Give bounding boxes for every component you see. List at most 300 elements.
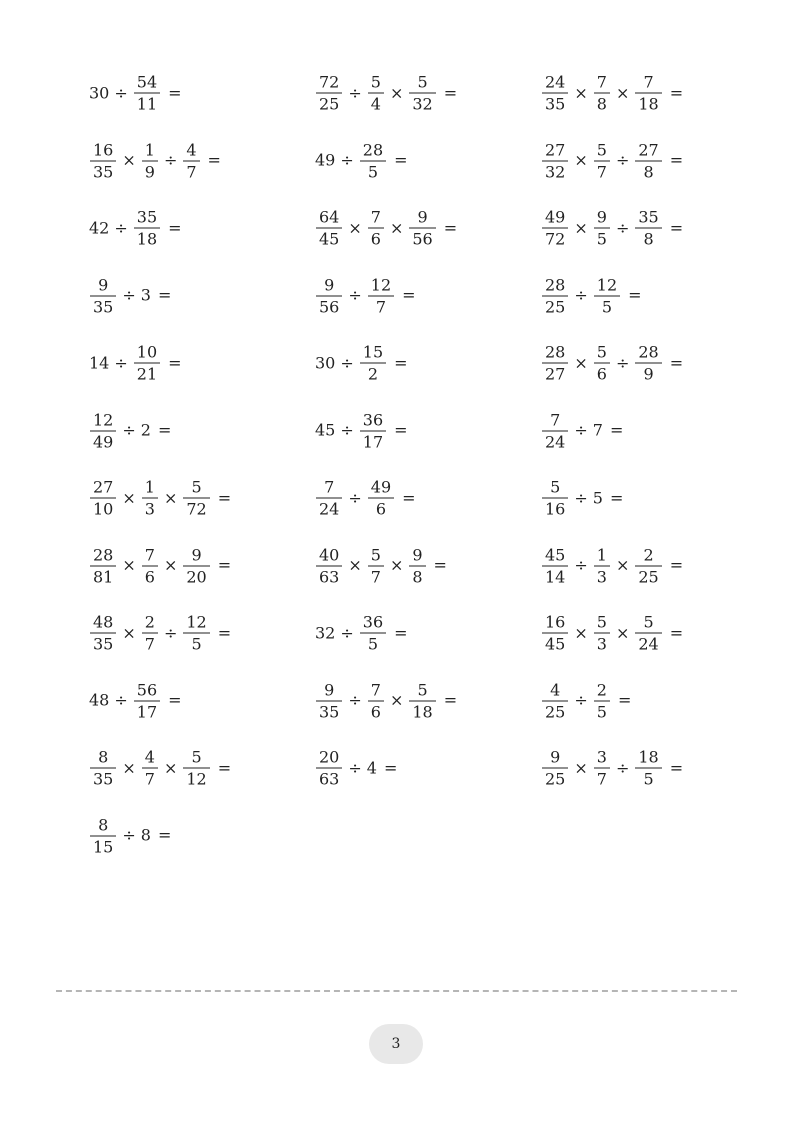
numerator: 72 [319, 72, 340, 92]
denominator: 8 [643, 162, 654, 181]
fraction-bar [635, 363, 661, 364]
equals-sign: = [669, 353, 684, 372]
fraction [134, 209, 160, 248]
equals-sign: = [217, 488, 232, 507]
problem [88, 411, 171, 450]
equals-sign: = [669, 150, 684, 170]
problem [540, 614, 683, 653]
denominator: 25 [545, 297, 566, 316]
operator: ÷ [340, 420, 354, 440]
denominator: 35 [545, 94, 566, 114]
whole-number: 45 [315, 420, 336, 440]
fraction [368, 479, 394, 518]
fraction [90, 614, 116, 653]
problem [88, 74, 182, 113]
fraction-bar [635, 633, 661, 634]
fraction [360, 141, 386, 180]
problem [88, 141, 221, 180]
fraction-bar [90, 768, 116, 769]
denominator: 14 [545, 567, 566, 586]
numerator: 5 [417, 72, 428, 92]
denominator: 6 [375, 499, 387, 519]
fraction-bar [594, 295, 620, 296]
numerator: 54 [136, 72, 158, 92]
equals-sign: = [168, 690, 182, 710]
problem [88, 479, 231, 518]
equals-sign: = [157, 285, 172, 305]
problem [314, 344, 408, 383]
operator: ÷ [615, 150, 630, 170]
denominator: 45 [545, 634, 566, 654]
fraction-bar [542, 700, 568, 701]
numerator: 8 [98, 747, 109, 767]
fraction [142, 141, 158, 180]
denominator: 11 [136, 94, 158, 114]
numerator: 28 [93, 545, 114, 564]
fraction-bar [409, 93, 435, 94]
denominator: 18 [638, 94, 659, 114]
equals-sign: = [443, 218, 458, 237]
denominator: 8 [643, 229, 654, 249]
fraction [542, 141, 568, 180]
fraction-bar [542, 160, 568, 161]
fraction-bar [316, 768, 342, 769]
operator: × [122, 555, 136, 575]
operator: ÷ [348, 83, 362, 102]
fraction [594, 276, 620, 315]
equals-sign: = [617, 690, 632, 710]
fraction [542, 344, 568, 383]
denominator: 81 [93, 567, 114, 586]
operator: × [122, 623, 136, 642]
denominator: 25 [545, 769, 566, 789]
operator: × [122, 758, 136, 777]
fraction-bar [542, 768, 568, 769]
fraction-bar [134, 700, 160, 701]
denominator: 8 [412, 567, 423, 586]
numerator: 36 [362, 612, 384, 632]
equals-sign: = [217, 623, 232, 642]
numerator: 9 [324, 680, 335, 699]
operator: ÷ [348, 285, 362, 305]
denominator: 3 [596, 567, 607, 586]
fraction-bar [368, 228, 384, 229]
fraction-bar [142, 768, 158, 769]
fraction [409, 209, 435, 248]
problem [540, 749, 683, 788]
numerator: 9 [417, 207, 428, 227]
fraction [594, 74, 610, 113]
problem [314, 546, 447, 585]
fraction-bar [360, 160, 386, 161]
problem [540, 546, 683, 585]
fraction-bar [635, 565, 661, 566]
numerator: 2 [144, 612, 155, 632]
denominator: 35 [93, 297, 114, 316]
numerator: 28 [545, 275, 566, 294]
fraction-bar [542, 363, 568, 364]
numerator: 24 [545, 72, 566, 92]
fraction [542, 74, 568, 113]
operator: ÷ [122, 285, 136, 305]
equals-sign: = [669, 218, 684, 237]
numerator: 27 [638, 140, 659, 159]
operator: ÷ [574, 420, 588, 440]
denominator: 56 [319, 297, 340, 316]
fraction-bar [316, 228, 342, 229]
numerator: 27 [545, 140, 566, 159]
fraction [409, 681, 435, 720]
fraction [368, 209, 384, 248]
dashed-divider [56, 990, 737, 992]
numerator: 7 [370, 680, 381, 699]
fraction-bar [142, 565, 158, 566]
operator: × [574, 758, 588, 777]
denominator: 5 [367, 162, 379, 181]
numerator: 28 [638, 342, 659, 362]
denominator: 12 [186, 769, 207, 789]
operator: ÷ [122, 420, 136, 440]
fraction [316, 749, 342, 788]
fraction [316, 209, 342, 248]
fraction [90, 141, 116, 180]
numerator: 10 [136, 342, 158, 362]
numerator: 5 [596, 140, 607, 159]
denominator: 7 [144, 634, 155, 654]
numerator: 5 [370, 545, 381, 564]
denominator: 25 [638, 567, 659, 586]
equals-sign: = [394, 420, 408, 440]
operator: ÷ [574, 555, 588, 575]
equals-sign: = [669, 83, 684, 102]
numerator: 1 [596, 545, 607, 564]
fraction-bar [594, 768, 610, 769]
whole-number: 14 [89, 353, 110, 372]
operator: × [122, 488, 136, 507]
fraction-bar [134, 228, 160, 229]
numerator: 28 [362, 140, 384, 159]
fraction [368, 546, 384, 585]
equals-sign: = [669, 758, 684, 777]
numerator: 4 [550, 680, 561, 699]
fraction [542, 209, 568, 248]
fraction [90, 546, 116, 585]
fraction [542, 276, 568, 315]
equals-sign: = [168, 218, 182, 237]
equals-sign: = [207, 150, 221, 170]
fraction [316, 74, 342, 113]
fraction-bar [316, 93, 342, 94]
operator: × [615, 555, 630, 575]
fraction-bar [142, 633, 158, 634]
problem [88, 344, 182, 383]
operator: × [163, 758, 178, 777]
operator: × [389, 218, 404, 237]
operator: × [389, 555, 404, 575]
denominator: 3 [596, 634, 607, 654]
operator: ÷ [114, 83, 128, 102]
fraction-bar [409, 700, 435, 701]
operator: ÷ [114, 353, 128, 372]
denominator: 32 [412, 94, 433, 114]
operator: × [615, 83, 630, 102]
whole-number: 32 [315, 623, 336, 642]
fraction [90, 749, 116, 788]
fraction [134, 681, 160, 720]
denominator: 6 [370, 229, 381, 249]
fraction [594, 141, 610, 180]
numerator: 3 [596, 747, 607, 767]
denominator: 5 [601, 297, 613, 316]
numerator: 7 [370, 207, 381, 227]
numerator: 20 [319, 747, 340, 767]
fraction-bar [142, 498, 158, 499]
problem [88, 546, 231, 585]
numerator: 7 [550, 410, 561, 429]
operator: ÷ [114, 690, 128, 710]
fraction [635, 141, 661, 180]
denominator: 7 [596, 162, 607, 181]
fraction-bar [316, 295, 342, 296]
fraction-bar [542, 565, 568, 566]
denominator: 5 [596, 702, 607, 721]
problem [314, 614, 408, 653]
problem [88, 749, 231, 788]
operator: × [348, 555, 362, 575]
numerator: 5 [550, 477, 561, 497]
fraction [183, 546, 209, 585]
fraction [542, 411, 568, 450]
fraction [183, 749, 209, 788]
equals-sign: = [443, 83, 458, 102]
denominator: 35 [319, 702, 340, 721]
fraction [635, 344, 661, 383]
denominator: 5 [191, 634, 202, 654]
denominator: 7 [375, 297, 387, 316]
numerator: 9 [550, 747, 561, 767]
fraction-bar [635, 768, 661, 769]
fraction [594, 749, 610, 788]
operator: ÷ [340, 150, 354, 170]
numerator: 12 [93, 410, 114, 429]
fraction [594, 546, 610, 585]
fraction [542, 546, 568, 585]
denominator: 7 [370, 567, 381, 586]
fraction [142, 479, 158, 518]
numerator: 5 [191, 747, 202, 767]
operator: × [574, 353, 588, 372]
fraction-bar [90, 565, 116, 566]
fraction [542, 614, 568, 653]
denominator: 6 [144, 567, 155, 586]
operator: × [574, 83, 588, 102]
fraction [368, 276, 394, 315]
fraction-bar [316, 700, 342, 701]
operator: ÷ [340, 353, 354, 372]
fraction [90, 276, 116, 315]
numerator: 48 [93, 612, 114, 632]
denominator: 7 [186, 162, 197, 181]
fraction [360, 344, 386, 383]
denominator: 7 [144, 769, 155, 789]
equals-sign: = [402, 488, 416, 507]
numerator: 28 [545, 342, 566, 362]
problem [88, 816, 171, 855]
page-number: 3 [391, 1036, 401, 1052]
fraction [542, 681, 568, 720]
numerator: 27 [93, 477, 114, 497]
fraction-bar [542, 228, 568, 229]
fraction-bar [90, 430, 116, 431]
problem [88, 276, 171, 315]
fraction-bar [635, 93, 661, 94]
equals-sign: = [394, 150, 408, 170]
fraction [409, 74, 435, 113]
fraction-bar [134, 93, 160, 94]
numerator: 9 [98, 275, 109, 294]
numerator: 45 [545, 545, 566, 564]
denominator: 63 [319, 769, 340, 789]
denominator: 63 [319, 567, 340, 586]
operator: × [574, 623, 588, 642]
fraction-bar [183, 160, 199, 161]
fraction-bar [183, 498, 209, 499]
numerator: 1 [144, 477, 155, 497]
fraction-bar [594, 160, 610, 161]
problem [540, 209, 683, 248]
operator: ÷ [163, 623, 178, 642]
operator: × [615, 623, 630, 642]
whole-number: 30 [89, 83, 110, 102]
fraction [90, 479, 116, 518]
numerator: 9 [324, 275, 335, 294]
fraction [90, 411, 116, 450]
denominator: 9 [144, 162, 155, 181]
whole-number: 8 [140, 825, 151, 845]
denominator: 17 [136, 702, 158, 721]
numerator: 36 [362, 410, 384, 429]
denominator: 35 [93, 162, 114, 181]
equals-sign: = [433, 555, 447, 575]
denominator: 15 [93, 837, 114, 856]
numerator: 12 [596, 275, 618, 294]
operator: ÷ [615, 758, 630, 777]
fraction-bar [90, 498, 116, 499]
fraction [594, 209, 610, 248]
fraction [635, 614, 661, 653]
numerator: 5 [370, 72, 381, 92]
denominator: 6 [370, 702, 381, 721]
numerator: 12 [370, 275, 392, 294]
numerator: 15 [362, 342, 384, 362]
problem [314, 681, 457, 720]
whole-number: 3 [140, 285, 151, 305]
fraction-bar [90, 835, 116, 836]
numerator: 7 [643, 72, 654, 92]
numerator: 16 [545, 612, 566, 632]
fraction-bar [594, 93, 610, 94]
denominator: 5 [596, 229, 607, 249]
fraction-bar [409, 228, 435, 229]
fraction-bar [594, 565, 610, 566]
fraction-bar [368, 498, 394, 499]
fraction [183, 141, 199, 180]
fraction [134, 74, 160, 113]
operator: × [389, 690, 404, 710]
fraction [409, 546, 425, 585]
fraction-bar [134, 363, 160, 364]
equals-sign: = [669, 623, 684, 642]
fraction-bar [90, 160, 116, 161]
operator: × [163, 555, 178, 575]
numerator: 7 [596, 72, 607, 92]
problem [540, 74, 683, 113]
fraction-bar [316, 498, 342, 499]
fraction [316, 681, 342, 720]
fraction [594, 681, 610, 720]
problem [540, 411, 623, 450]
numerator: 35 [136, 207, 158, 227]
fraction [316, 479, 342, 518]
equals-sign: = [383, 758, 398, 777]
fraction-bar [635, 228, 661, 229]
numerator: 49 [370, 477, 392, 497]
whole-number: 30 [315, 353, 336, 372]
fraction-bar [542, 430, 568, 431]
fraction [360, 411, 386, 450]
operator: ÷ [348, 488, 362, 507]
denominator: 3 [144, 499, 155, 519]
denominator: 56 [412, 229, 433, 249]
fraction-bar [316, 565, 342, 566]
numerator: 7 [144, 545, 155, 564]
operator: ÷ [574, 285, 588, 305]
equals-sign: = [394, 353, 408, 372]
fraction-bar [594, 633, 610, 634]
denominator: 5 [643, 769, 654, 789]
fraction-bar [142, 160, 158, 161]
fraction [183, 614, 209, 653]
denominator: 72 [545, 229, 566, 249]
fraction-bar [368, 93, 384, 94]
equals-sign: = [669, 555, 684, 575]
fraction [360, 614, 386, 653]
fraction-bar [542, 93, 568, 94]
operator: ÷ [574, 690, 588, 710]
denominator: 5 [367, 634, 379, 654]
numerator: 9 [412, 545, 423, 564]
operator: ÷ [574, 488, 588, 507]
fraction [635, 74, 661, 113]
denominator: 72 [186, 499, 207, 519]
fraction-bar [368, 565, 384, 566]
operator: × [574, 150, 588, 170]
fraction [183, 479, 209, 518]
problem [314, 209, 457, 248]
fraction-bar [368, 295, 394, 296]
numerator: 5 [191, 477, 202, 497]
fraction [594, 614, 610, 653]
fraction [368, 74, 384, 113]
numerator: 4 [144, 747, 155, 767]
operator: × [574, 218, 588, 237]
operator: ÷ [114, 218, 128, 237]
equals-sign: = [168, 353, 182, 372]
numerator: 5 [596, 612, 607, 632]
equals-sign: = [157, 420, 172, 440]
numerator: 2 [596, 680, 607, 699]
fraction-bar [183, 768, 209, 769]
